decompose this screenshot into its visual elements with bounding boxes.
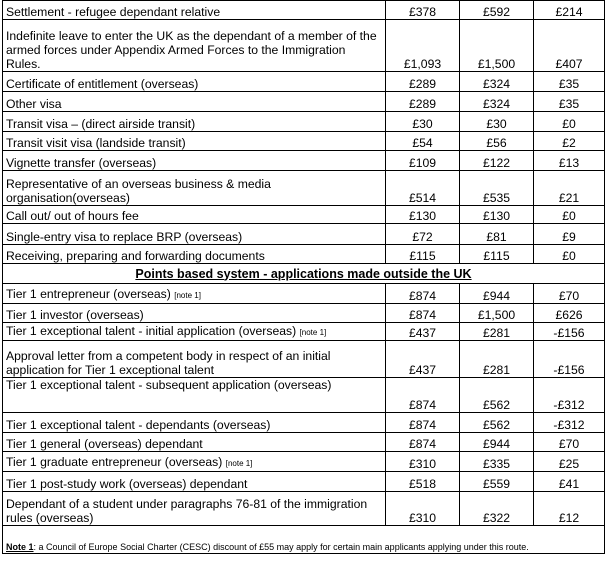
fee-current: £437 [386,341,460,378]
fee-change: £13 [534,151,605,171]
fee-row [3,224,605,245]
fee-proposed: £562 [460,413,534,433]
fee-current: £874 [386,378,460,413]
fee-current: £289 [386,92,460,112]
fee-current: £514 [386,171,460,206]
fee-description: Vignette transfer (overseas) [3,151,386,171]
fee-description: Certificate of entitlement (overseas) [3,72,386,92]
fee-current: £115 [386,245,460,264]
fee-change: £214 [534,1,605,20]
fee-current: £1,093 [386,20,460,72]
fee-description: Tier 1 graduate entrepreneur (overseas) [6,455,223,469]
fee-change: £0 [534,112,605,132]
fee-row [3,1,605,20]
fee-proposed: £130 [460,206,534,224]
fee-current: £518 [386,472,460,492]
fee-proposed: £281 [460,341,534,378]
fee-change: £25 [534,452,605,472]
fee-description: Indefinite leave to enter the UK as the dependant of a member of the armed forces under Appendix Armed Forces to the Immigration Rules. [3,20,386,72]
fee-description: Transit visa – (direct airside transit) [3,112,386,132]
fee-proposed: £535 [460,171,534,206]
fee-description: Representative of an overseas business & media organisation(overseas) [3,171,386,206]
fee-current: £310 [386,492,460,526]
fee-table-container [2,0,604,575]
fee-row [3,284,605,304]
fee-change: -£312 [534,413,605,433]
fee-row [3,171,605,206]
footnote [3,526,605,554]
fee-description: Transit visit visa (landside transit) [3,132,386,151]
fee-change: -£156 [534,341,605,378]
fee-change: £70 [534,284,605,304]
section-heading-row [3,264,605,284]
fee-proposed: £562 [460,378,534,413]
fee-description: Other visa [3,92,386,112]
fee-change: £9 [534,224,605,245]
footnote-text: : a Council of Europe Social Charter (CESC) discount of £55 may apply for certain main applicants applying under this route. [33,542,529,552]
fee-row [3,20,605,72]
fee-change: -£312 [534,378,605,413]
fee-description: Tier 1 post-study work (overseas) dependant [3,472,386,492]
fee-current: £30 [386,112,460,132]
fee-proposed: £324 [460,72,534,92]
fee-description: Tier 1 general (overseas) dependant [3,433,386,452]
footnote-row [3,526,605,554]
fee-current: £289 [386,72,460,92]
fee-current: £130 [386,206,460,224]
fee-change: £0 [534,206,605,224]
fee-description: Approval letter from a competent body in respect of an initial application for Tier 1 exceptional talent [3,341,386,378]
note-reference: [note 1] [174,291,201,300]
fee-description-cell [3,452,386,472]
fee-change: £407 [534,20,605,72]
fee-current: £874 [386,284,460,304]
fee-proposed: £335 [460,452,534,472]
fee-change: £41 [534,472,605,492]
fee-description: Receiving, preparing and forwarding documents [3,245,386,264]
fee-row [3,206,605,224]
fee-proposed: £122 [460,151,534,171]
fee-description: Dependant of a student under paragraphs 76-81 of the immigration rules (overseas) [3,492,386,526]
fee-proposed: £1,500 [460,304,534,323]
fee-proposed: £944 [460,284,534,304]
fee-row [3,304,605,323]
fee-change: £35 [534,72,605,92]
fee-proposed: £56 [460,132,534,151]
note-reference: [note 1] [299,328,327,337]
section-heading: Points based system - applications made outside the UK [3,264,605,284]
fee-proposed: £592 [460,1,534,20]
fee-table [2,0,605,554]
fee-proposed: £81 [460,224,534,245]
fee-proposed: £944 [460,433,534,452]
fee-change: £626 [534,304,605,323]
fee-row [3,245,605,264]
fee-description: Settlement - refugee dependant relative [3,1,386,20]
fee-change: £35 [534,92,605,112]
fee-row [3,72,605,92]
fee-proposed: £115 [460,245,534,264]
note-reference: [note 1] [225,459,253,468]
fee-change: £12 [534,492,605,526]
fee-row [3,151,605,171]
fee-row [3,452,605,472]
fee-current: £874 [386,304,460,323]
fee-current: £310 [386,452,460,472]
fee-description: Call out/ out of hours fee [3,206,386,224]
fee-change: -£156 [534,323,605,341]
fee-proposed: £322 [460,492,534,526]
fee-description-cell [3,323,386,341]
fee-change: £21 [534,171,605,206]
fee-description: Tier 1 entrepreneur (overseas) [6,287,171,301]
fee-description: Tier 1 exceptional talent - dependants (overseas) [3,413,386,433]
fee-change: £2 [534,132,605,151]
fee-description: Tier 1 investor (overseas) [3,304,386,323]
fee-current: £378 [386,1,460,20]
fee-current: £437 [386,323,460,341]
fee-description-cell [3,284,386,304]
fee-proposed: £30 [460,112,534,132]
fee-row [3,92,605,112]
fee-row [3,341,605,378]
fee-proposed: £1,500 [460,20,534,72]
fee-description: Single-entry visa to replace BRP (overseas) [3,224,386,245]
fee-change: £0 [534,245,605,264]
fee-row [3,112,605,132]
fee-change: £70 [534,433,605,452]
fee-row [3,323,605,341]
footnote-label: Note 1 [6,542,34,552]
fee-description: Tier 1 exceptional talent - subsequent application (overseas) [3,378,386,413]
fee-row [3,433,605,452]
fee-current: £874 [386,433,460,452]
fee-description: Tier 1 exceptional talent - initial application (overseas) [6,324,297,338]
fee-current: £874 [386,413,460,433]
fee-row [3,492,605,526]
fee-row [3,378,605,413]
fee-row [3,413,605,433]
fee-current: £109 [386,151,460,171]
fee-proposed: £281 [460,323,534,341]
fee-proposed: £559 [460,472,534,492]
fee-current: £72 [386,224,460,245]
fee-proposed: £324 [460,92,534,112]
fee-row [3,472,605,492]
fee-current: £54 [386,132,460,151]
fee-row [3,132,605,151]
